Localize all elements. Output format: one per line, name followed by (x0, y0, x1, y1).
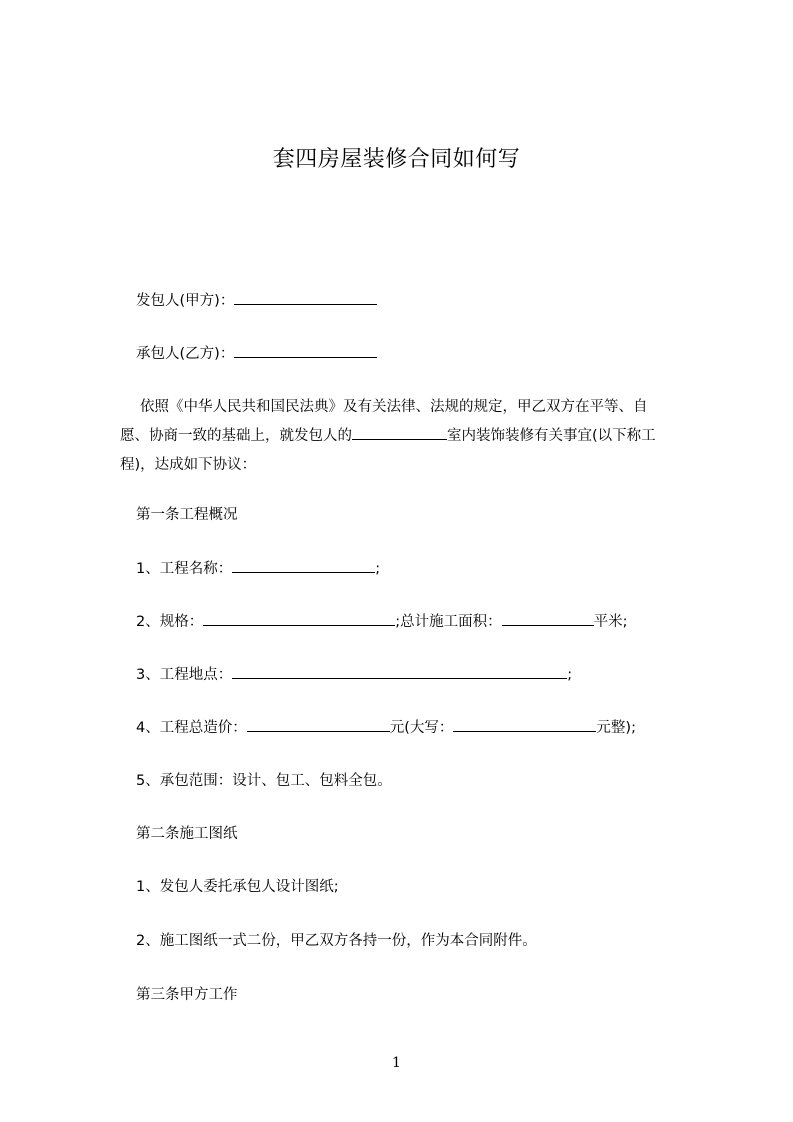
item-2-mid: ;总计施工面积： (395, 614, 502, 630)
spec-blank (203, 611, 395, 626)
page-number: 1 (392, 1055, 401, 1071)
item-1-label: 1、工程名称： (136, 561, 233, 577)
article-2-title: 第二条施工图纸 (136, 826, 238, 842)
item-1 (136, 558, 380, 579)
party-a-blank (234, 290, 377, 305)
item-4 (136, 717, 636, 738)
article-1-title: 第一条工程概况 (136, 507, 238, 523)
party-a-line (136, 290, 377, 311)
item-4-end: 元整); (596, 720, 636, 736)
item-4-mid: 元(大写： (389, 720, 454, 736)
party-b-blank (234, 343, 377, 358)
item-3-label: 3、工程地点： (136, 667, 233, 683)
location-blank (232, 664, 567, 679)
project-blank (352, 425, 447, 440)
article-2-item-2: 2、施工图纸一式二份，甲乙双方各持一份，作为本合同附件。 (136, 933, 537, 949)
item-2-label: 2、规格： (136, 614, 204, 630)
item-3 (136, 664, 572, 685)
party-b-line (136, 343, 377, 364)
price-blank (247, 717, 390, 732)
item-2-end: 平米; (593, 614, 628, 630)
area-blank (502, 611, 594, 626)
intro-line-3: 程)，达成如下协议： (120, 457, 257, 473)
item-5: 5、承包范围：设计、包工、包料全包。 (136, 773, 392, 789)
project-name-blank (232, 558, 375, 573)
intro-line-2a: 愿、协商一致的基础上，就发包人的 (120, 428, 352, 444)
party-a-label: 发包人(甲方)： (136, 293, 235, 309)
article-3-title: 第三条甲方工作 (136, 987, 238, 1003)
item-2 (136, 611, 628, 632)
price-words-blank (453, 717, 596, 732)
party-b-label: 承包人(乙方)： (136, 346, 235, 362)
intro-line-2 (120, 422, 720, 451)
page-title: 套四房屋装修合同如何写 (272, 147, 521, 172)
article-2-item-1: 1、发包人委托承包人设计图纸; (136, 879, 339, 895)
item-3-end: ; (567, 667, 573, 683)
item-4-label: 4、工程总造价： (136, 720, 247, 736)
intro-line-1: 依照《中华人民共和国民法典》及有关法律、法规的规定，甲乙双方在平等、自 (140, 399, 648, 415)
item-1-end: ; (375, 561, 381, 577)
intro-line-2b: 室内装饰装修有关事宜(以下称工 (447, 428, 656, 444)
intro-paragraph (120, 393, 720, 480)
